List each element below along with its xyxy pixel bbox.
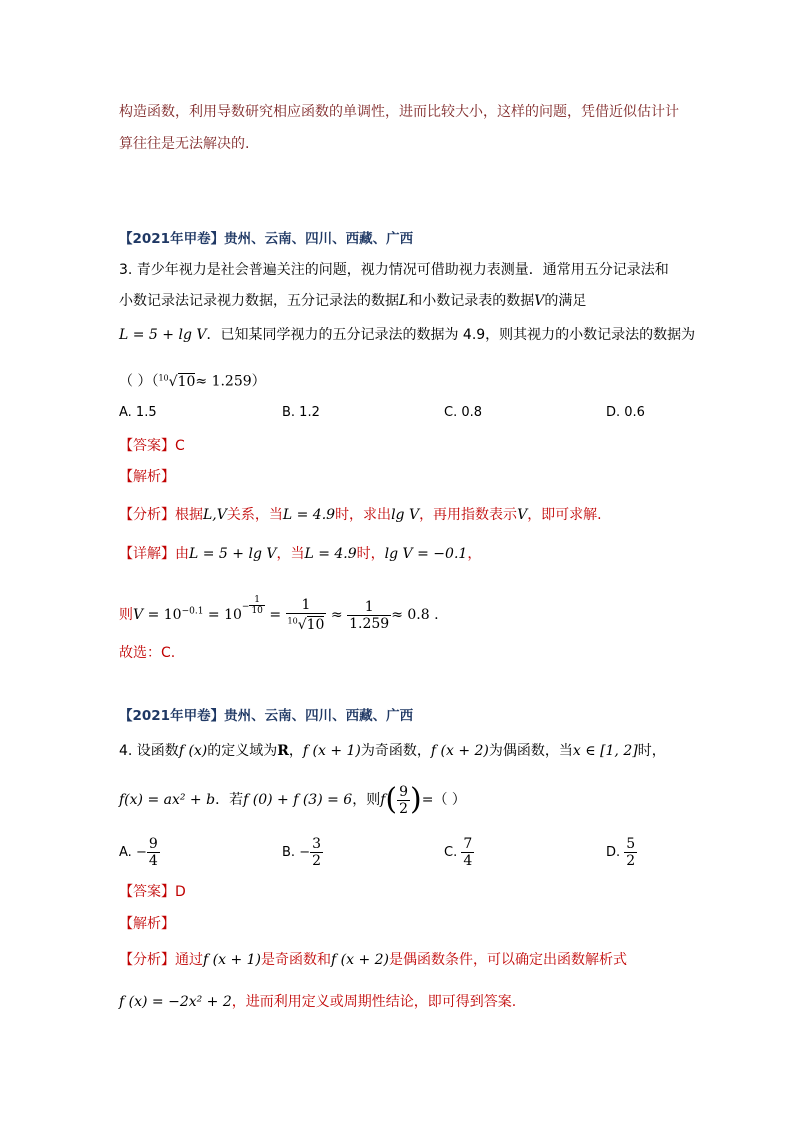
q3-fenxi: 【分析】根据L,V关系，当L = 4.9时，求出lg V，再用指数表示V，即可求解. — [119, 507, 602, 523]
q3-option-a: A. 1.5 — [119, 405, 157, 420]
q3-answer-blank: （ ） — [119, 373, 152, 390]
q4-stem-line-1: 4. 设函数f (x)的定义域为R，f (x + 1)为奇函数，f (x + 2)为偶函数，当x ∈ [1, 2]时， — [119, 743, 666, 759]
intro-line-2: 算往往是无法解决的. — [119, 136, 250, 152]
q3-stem-line-2: 小数记录法记录视力数据，五分记录法的数据L和小数记录表的数据V的满足 — [119, 293, 587, 309]
q3-source-heading: 【2021年甲卷】贵州、云南、四川、西藏、广西 — [119, 231, 414, 247]
q3-option-c: C. 0.8 — [444, 405, 483, 420]
q3-root-hint: $^{10}$√10 — [158, 373, 196, 390]
q3-calculation: 则$V = 10^{-0.1} = 10^{- \frac{1}{10}}$ = $\frac{1}{^{10}√10}$ ≈ $\frac{1}{1.259}$ ≈ 0.8 . — [119, 595, 439, 634]
q4-answer: 【答案】D — [119, 884, 186, 900]
q3-stem-line-3: L = 5 + lg V．已知某同学视力的五分记录法的数据为 4.9，则其视力的小数记录法的数据为 — [119, 327, 696, 343]
q3-stem-line-4: （ ）（$^{10}$√10≈ 1.259） — [119, 373, 266, 390]
intro-line-1: 构造函数，利用导数研究相应函数的单调性，进而比较大小，这样的问题，凭借近似估计计 — [119, 104, 679, 120]
q3-answer-value: C — [175, 438, 185, 454]
q4-fenxi-line-2: f (x) = −2x² + 2，进而利用定义或周期性结论，即可得到答案. — [119, 994, 517, 1010]
q3-formula: L = 5 + lg V — [119, 327, 207, 343]
q3-frac-root: $\frac{1}{^{10}√10}$ — [287, 596, 325, 634]
q4-option-d: D. $\frac{5}{2}$ — [606, 836, 636, 869]
q4-option-b: B. − $\frac{3}{2}$ — [282, 836, 322, 869]
q4-stem-line-2: f(x) = ax² + b．若f (0) + f (3) = 6，则f( $\frac{9}{2}$ )=（ ） — [119, 782, 466, 817]
q4-option-c: C. $\frac{7}{4}$ — [444, 836, 473, 869]
q4-option-a: A. − $\frac{9}{4}$ — [119, 836, 158, 869]
q4-analysis-label: 【解析】 — [119, 916, 175, 932]
q4-answer-value: D — [175, 884, 186, 900]
q3-stem-line-1: 3. 青少年视力是社会普遍关注的问题，视力情况可借助视力表测量．通常用五分记录法和 — [119, 262, 669, 278]
q3-frac-decimal: $\frac{1}{1.259}$ — [349, 598, 390, 632]
q3-conclusion: 故选：C. — [119, 645, 176, 661]
q3-xiangjie: 【详解】由L = 5 + lg V，当L = 4.9时，lg V = −0.1， — [119, 546, 482, 562]
q3-option-b: B. 1.2 — [282, 405, 320, 420]
q3-analysis-label: 【解析】 — [119, 469, 175, 485]
q4-source-heading: 【2021年甲卷】贵州、云南、四川、西藏、广西 — [119, 708, 414, 724]
q3-option-d: D. 0.6 — [606, 405, 645, 420]
q4-nine-halves: $\frac{9}{2}$ — [399, 783, 409, 817]
q4-fenxi-line-1: 【分析】通过f (x + 1)是奇函数和f (x + 2)是偶函数条件，可以确定出函数解析式 — [119, 952, 627, 968]
q3-answer: 【答案】C — [119, 438, 185, 454]
